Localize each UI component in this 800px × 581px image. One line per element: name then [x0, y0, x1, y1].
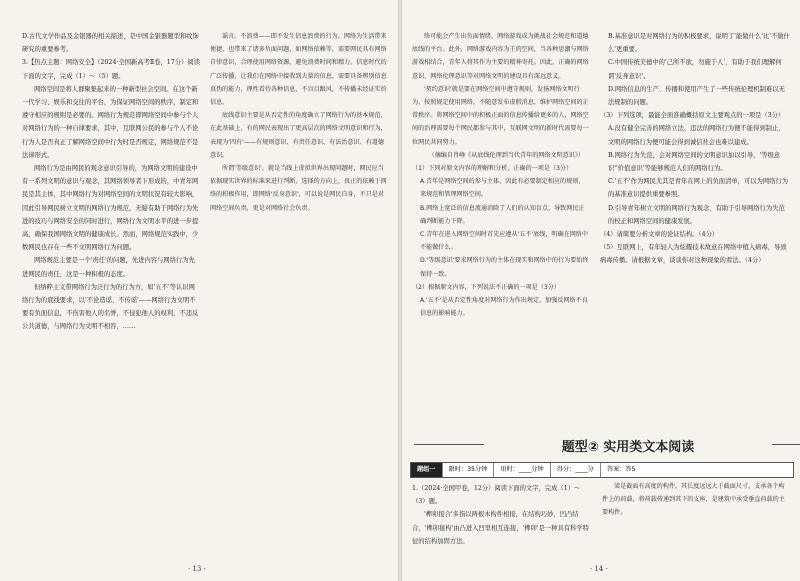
- paragraph: D.'等级意识'要求网络行为的主体在现实和网络中的行为要始终保持一致。: [420, 257, 589, 278]
- score-field: 得分：____分: [551, 463, 601, 477]
- paragraph: 底线意识主要是从否定性的角度确立了网络行为的基本规范，在此基础上，有的网民表现出了更高层次的网络文明意识和行为，表现为'四有'——有规则意识、有责任意识、有法治意识、有道德意识。: [210, 112, 387, 159]
- paragraph: （4）请简要分析文章的论证结构。（4分）: [600, 231, 719, 239]
- timer-bar: [410, 462, 794, 478]
- paragraph: （摘编自肖峰《从底线伦理到当代青年的网络文明意识》）: [428, 151, 584, 159]
- paragraph: C.中国传统美德中的'己所不欲，勿施于人'，有助于我们理解何谓'反身意识'。: [608, 59, 782, 80]
- paragraph: 络可能会产生出负面情绪，网络游戏成为挑战社会规范和道德底线的平台。此外，网络游戏内容为王的空间，当各种思潮与网络游戏相结合，青年人将其作为主要的精神寄托。因此，正确的网络意识、网络伦理意识等对网络文明的建设具有深远意义。: [412, 33, 589, 80]
- time-limit: 限时：35分钟: [443, 463, 495, 477]
- left-column-1: [22, 30, 200, 334]
- paragraph: 梁是截面有高度的构件，其长度远远大于截面尺寸，支承各个构件上的荷载，将荷载传递到其下的支座，是建筑中承受垂直荷载的主要构件。: [602, 483, 785, 517]
- time-used: 用时：____分钟: [494, 463, 550, 477]
- paragraph: A.'五不'是从否定性角度对网络行为作出规定，加强反网络不良信息的影响能力。: [420, 297, 588, 318]
- page-number-left: · 13 ·: [188, 565, 206, 573]
- right-column-1: [412, 30, 590, 320]
- left-column-2: [210, 30, 388, 215]
- paragraph: （1）下列对原文内容的理解和分析，正确的一项是（3分）: [412, 165, 573, 173]
- paragraph: A.没有健全完善的网络立法，违法的网络行为便不能得到制止，文明的网络行为便可能会得到诚信社会也难以建成。: [608, 125, 785, 146]
- paragraph: C.青年在进入网络空间时首先应遵从'五不'底线，明确在网络中不能做什么。: [420, 231, 588, 252]
- paragraph: 网络空间是将人群聚集起来的一种新型社会空间。在这个新一代学习、娱乐和交往的平台，为保证网络空间的秩序，制定和遵守相应的规则是必要的。网络行为规范即网络空间中参与个人对网络行为的一种自律要求，其中，互联网公民的参与个人不论行为人是否真正了解网络空间中行为时是否规定，网络规范不是法律形式。: [22, 85, 199, 159]
- paragraph: D.古代文学作品及金银器的相关描述，是中国金银器题型和纹饰研究的重要参考。: [22, 33, 199, 54]
- paragraph: （2）根据原文内容，下列说法不正确的一项是（3分）: [412, 283, 560, 291]
- paragraph: A.青年是网络空间的参与主体，因此有必要制定相应的规则，来规范和管理网络空间。: [420, 178, 585, 199]
- paragraph: 所谓'等级意识'，就是当线上虚拟世界出现问题时，网民应当依据现实世界的标准来进行判断，选择的方向上，真正的依赖于网络的积极作用，即网络'反身意识'，可以说是网民自身，不只是对网络空间负责，更是对网络社会负责。: [210, 165, 387, 212]
- paragraph: '榫卯接合'多指以两根木构件相接，在结构巧妙，凹凸结合，'榫卯接构'由凸进入凹里相互连接，'榫卯'是一种具有科学特征的结构加固方法。: [412, 511, 589, 545]
- paragraph: B.网络行为失范，会对网络空间的文明意识加以引导，'等级意识''价值意识'等能够规范人们的网络行为。: [608, 151, 781, 173]
- paragraph: '契约意识'就是要在网络空间中遵守规则，发扬网络文明行为，按照规定使用网络，不随意发布虚假消息，维护网络空间的正常秩序。将网络空间中的积极正面的信息传播给更多的人，网络空间的治理需要每个网民都参与其中，互联网文明的新时代需要每一位网民共同努力。: [412, 85, 589, 146]
- answer-ref: 答案：答5: [606, 466, 636, 473]
- paragraph: D.网络信息的生产、传播和使用产生了一些传统伦理机制难以无法规制的问题。: [608, 85, 785, 107]
- paragraph: 但纳粹主义带网络行为泛行为的行为方，如'五不'等认识网络行为的底线要求，以'不论造谣、不传谣'——网络行为文明不要有负面信息，不伤害他人的名誉，不侵犯他人的权利，不违反公共道德，与网络行为文明不相容，……: [22, 283, 199, 331]
- right-column-2: [600, 30, 790, 268]
- paragraph: （3）下列选项，最能全面准确概括原文主要观点的一项是（3分）: [600, 112, 785, 120]
- group-badge: 题组一: [411, 463, 443, 477]
- paragraph: 谣言。不浪费——即不发生信息浪费的行为。网络为生活带来便捷，也带来了诸多负面问题，如网络依赖等，需要网民具有网络自律意识，合理使用网络资源，避免浪费时间和精力。信息时代的广泛传播，让我们在网络中接收到大量的信息，需要具备辨别信息真伪的能力，理性看待各种信息，不盲目跟风，不传播未经证实的信息。: [210, 33, 387, 107]
- bottom-passage-right: [602, 480, 788, 520]
- paragraph: C.'五不'作为网民尤其是青年在网上的负面清单，可以为网络行为的基准意识提供重要参照。: [608, 178, 789, 199]
- page-number-right: · 14 ·: [590, 565, 608, 573]
- paragraph: 3.【热点主题：网络安全】（2024·全国新高考Ⅱ卷，17分）阅读下面的文字，完成（1）～（5）题。: [22, 59, 200, 80]
- paragraph: 网络行为是由网民的观念意识引导的，为网络文明的建设中有一系列文明的意识与观念，其网络领导者下形成的，中青年网民是其主体，其中网络行为对网络空间的文明状况有较大影响，因此引导网民树立文明的网络行为规范，无疑有助于网络行为先进的技巧与网络安全的同时进行，网络行为文明水平的进一步提高，确保我国网络文明的健康成长。然而，网络规范实践中，少数网民也存在一些不文明网络行为问题。: [22, 165, 199, 252]
- paragraph: D.引导青年树立文明的网络行为观念，有助于引导网络行为失范的校正和网络空间的健康发展。: [608, 204, 785, 225]
- paragraph: 1.（2024·全国甲卷，12分）阅读下面的文字，完成（1）～（3）题。: [412, 485, 581, 506]
- paragraph: 网络规范主要是一个'责任'的问题，先进内容与网络行为先进网民的责任，这是一种积极的态度。: [22, 257, 195, 278]
- paragraph: B.基准意识是对网络行为的积极要求，说明了'能做什么'比'不做什么'更重要。: [608, 33, 790, 54]
- bottom-passage-left: [412, 482, 592, 548]
- paragraph: B.网络上宽泛的信息流通消除了人们的认知盲点，导致网民正确判断能力下降。: [420, 204, 585, 225]
- section-title: 题型② 实用类文本阅读: [478, 436, 778, 455]
- left-page: [0, 0, 398, 581]
- paragraph: （5）互联网上，有年轻人为炫耀技术故意在网络中植入病毒，导致病毒传播。请根据文章，谈谈你对这种现象的看法。（4分）: [600, 244, 787, 265]
